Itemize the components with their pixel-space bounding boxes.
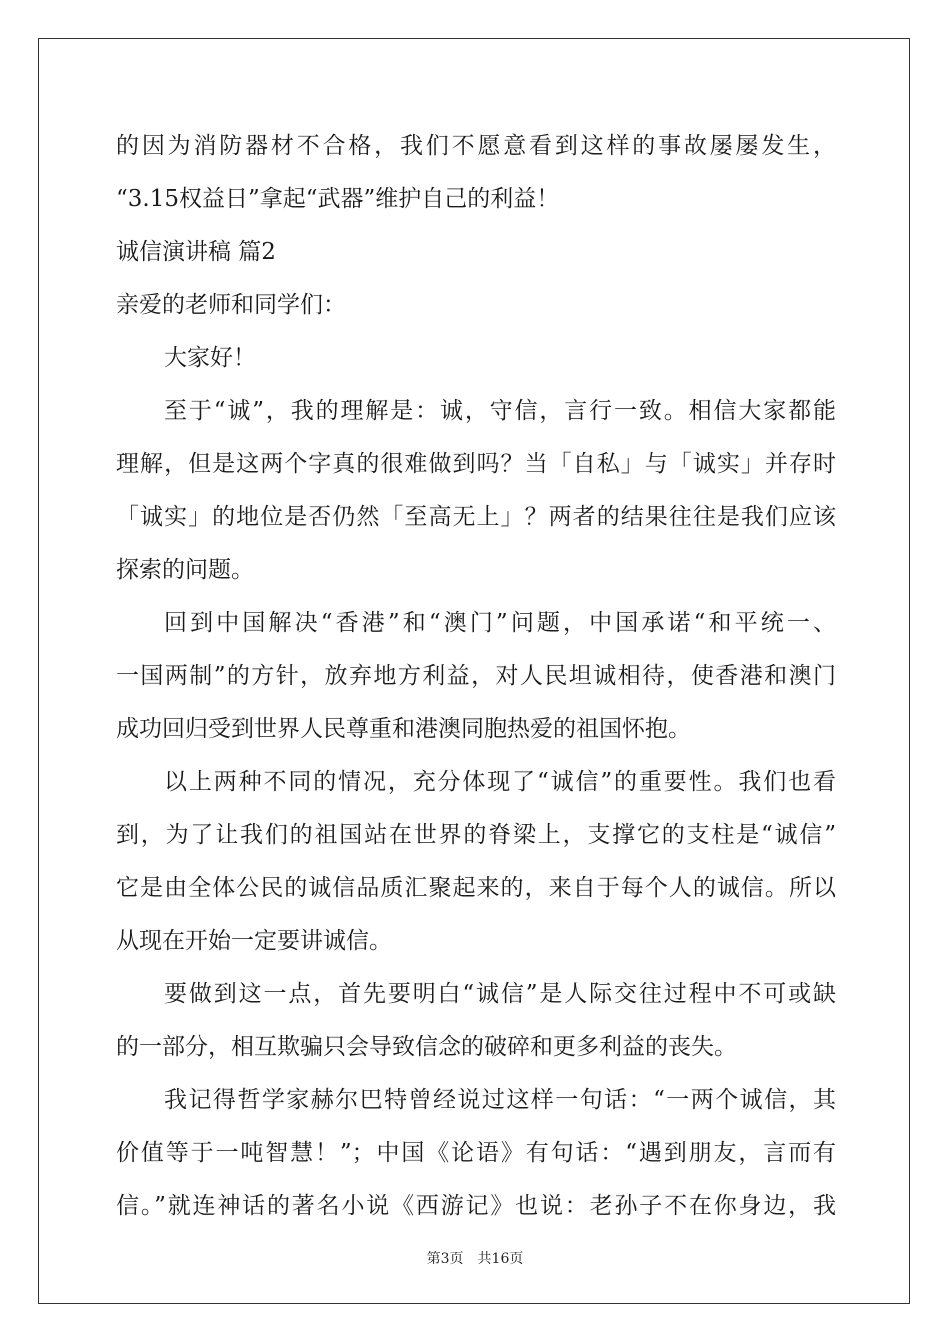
text-line: 至于“诚”，我的理解是：诚，守信，言行一致。相信大家都能 <box>164 398 836 424</box>
text-line: 的一部分，相互欺骗只会导致信念的破碎和更多利益的丧失。 <box>116 1034 737 1060</box>
greeting: 大家好！ <box>164 345 256 371</box>
document-body <box>116 120 836 1233</box>
salutation: 亲爱的老师和同学们： <box>116 292 346 318</box>
text-line: 它是由全体公民的诚信品质汇聚起来的，来自于每个人的诚信。所以 <box>116 875 836 901</box>
text-line: 理解，但是这两个字真的很难做到吗？当「自私」与「诚实」并存时 <box>116 451 836 477</box>
text-line: 的因为消防器材不合格，我们不愿意看到这样的事故屡屡发生， <box>116 133 836 159</box>
text-line: 「诚实」的地位是否仍然「至高无上」？两者的结果往往是我们应该 <box>116 504 836 530</box>
text-line: 价值等于一吨智慧！”；中国《论语》有句话：“遇到朋友，言而有 <box>116 1140 836 1166</box>
text-line: 以上两种不同的情况，充分体现了“诚信”的重要性。我们也看 <box>164 769 836 795</box>
text-line: 我记得哲学家赫尔巴特曾经说过这样一句话：“一两个诚信，其 <box>164 1087 836 1113</box>
text-line: “3.15权益日”拿起“武器”维护自己的利益！ <box>116 186 560 212</box>
text-line: 到，为了让我们的祖国站在世界的脊梁上，支撑它的支柱是“诚信” <box>116 822 836 848</box>
text-line: 要做到这一点，首先要明白“诚信”是人际交往过程中不可或缺 <box>164 981 836 1007</box>
text-line: 信。”就连神话的著名小说《西游记》也说：老孙子不在你身边，我 <box>116 1193 836 1219</box>
text-line: 成功回归受到世界人民尊重和港澳同胞热爱的祖国怀抱。 <box>116 716 691 742</box>
text-line: 从现在开始一定要讲诚信。 <box>116 928 392 954</box>
section-heading: 诚信演讲稿 篇2 <box>116 239 276 265</box>
text-line: 一国两制”的方针，放弃地方利益，对人民坦诚相待，使香港和澳门 <box>116 663 836 689</box>
text-line: 探索的问题。 <box>116 557 254 583</box>
text-line: 回到中国解决“香港”和“澳门”问题，中国承诺“和平统一、 <box>164 610 836 636</box>
page-footer: 第3页 共16页 <box>426 1251 524 1267</box>
